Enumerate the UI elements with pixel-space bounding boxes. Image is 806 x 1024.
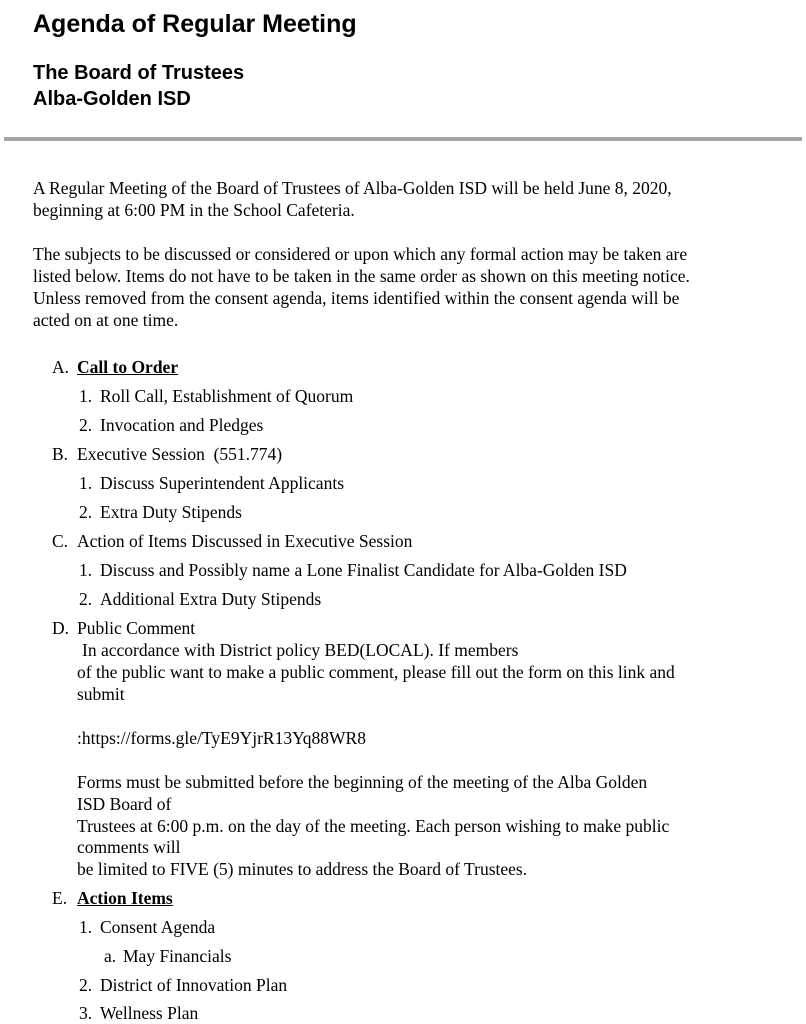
public-comment-text: ISD Board of (77, 794, 172, 814)
public-comment-text: of the public want to make a public comment, please fill out the form on this link and (77, 662, 675, 682)
page-title: Agenda of Regular Meeting (33, 10, 357, 38)
item-marker: 3. (79, 1003, 93, 1023)
intro-line: The subjects to be discussed or considered or upon which any formal action may be taken are (33, 244, 688, 264)
section-marker: B. (52, 444, 69, 464)
agenda-item: Roll Call, Establishment of Quorum (100, 386, 354, 406)
intro-line: beginning at 6:00 PM in the School Cafeteria. (33, 200, 355, 220)
section-title-action-items: Action Items (77, 888, 173, 908)
header-divider (4, 137, 802, 141)
intro-line: acted on at one time. (33, 310, 179, 330)
public-comment-text: In accordance with District policy BED(LOCAL). If members (82, 640, 519, 660)
public-comment-text: comments will (77, 837, 181, 857)
public-comment-form-link[interactable]: :https://forms.gle/TyE9YjrR13Yq88WR8 (77, 728, 366, 748)
section-marker: D. (52, 618, 70, 638)
item-marker: 1. (79, 560, 93, 580)
public-comment-text: submit (77, 684, 125, 704)
subitem-marker: a. (104, 946, 117, 966)
agenda-subitem: May Financials (123, 946, 232, 966)
section-marker: E. (52, 888, 68, 908)
intro-line: Unless removed from the consent agenda, items identified within the consent agenda will be (33, 288, 680, 308)
item-marker: 1. (79, 917, 93, 937)
item-marker: 2. (79, 502, 93, 522)
agenda-item: Discuss Superintendent Applicants (100, 473, 345, 493)
agenda-item: Extra Duty Stipends (100, 502, 242, 522)
item-marker: 2. (79, 975, 93, 995)
public-comment-text: Trustees at 6:00 p.m. on the day of the meeting. Each person wishing to make public (77, 816, 670, 836)
section-title-public-comment: Public Comment (77, 618, 196, 638)
agenda-item: Discuss and Possibly name a Lone Finalist Candidate for Alba-Golden ISD (100, 560, 627, 580)
agenda-item: Wellness Plan (100, 1003, 199, 1023)
intro-line: listed below. Items do not have to be taken in the same order as shown on this meeting notice. (33, 266, 690, 286)
item-marker: 1. (79, 386, 93, 406)
public-comment-text: be limited to FIVE (5) minutes to address the Board of Trustees. (77, 859, 528, 879)
section-title-executive-session: Executive Session (551.774) (77, 444, 283, 464)
agenda-item: Invocation and Pledges (100, 415, 264, 435)
agenda-item: Consent Agenda (100, 917, 216, 937)
agenda-item: District of Innovation Plan (100, 975, 288, 995)
section-title-call-to-order: Call to Order (77, 357, 179, 377)
section-title-action-executive: Action of Items Discussed in Executive Session (77, 531, 413, 551)
public-comment-text: Forms must be submitted before the beginning of the meeting of the Alba Golden (77, 772, 648, 792)
intro-line: A Regular Meeting of the Board of Trustees of Alba-Golden ISD will be held June 8, 2020, (33, 178, 672, 198)
section-marker: C. (52, 531, 69, 551)
section-marker: A. (52, 357, 70, 377)
board-name: The Board of Trustees (33, 62, 245, 84)
district-name: Alba-Golden ISD (33, 88, 191, 110)
item-marker: 2. (79, 589, 93, 609)
item-marker: 2. (79, 415, 93, 435)
item-marker: 1. (79, 473, 93, 493)
agenda-item: Additional Extra Duty Stipends (100, 589, 322, 609)
